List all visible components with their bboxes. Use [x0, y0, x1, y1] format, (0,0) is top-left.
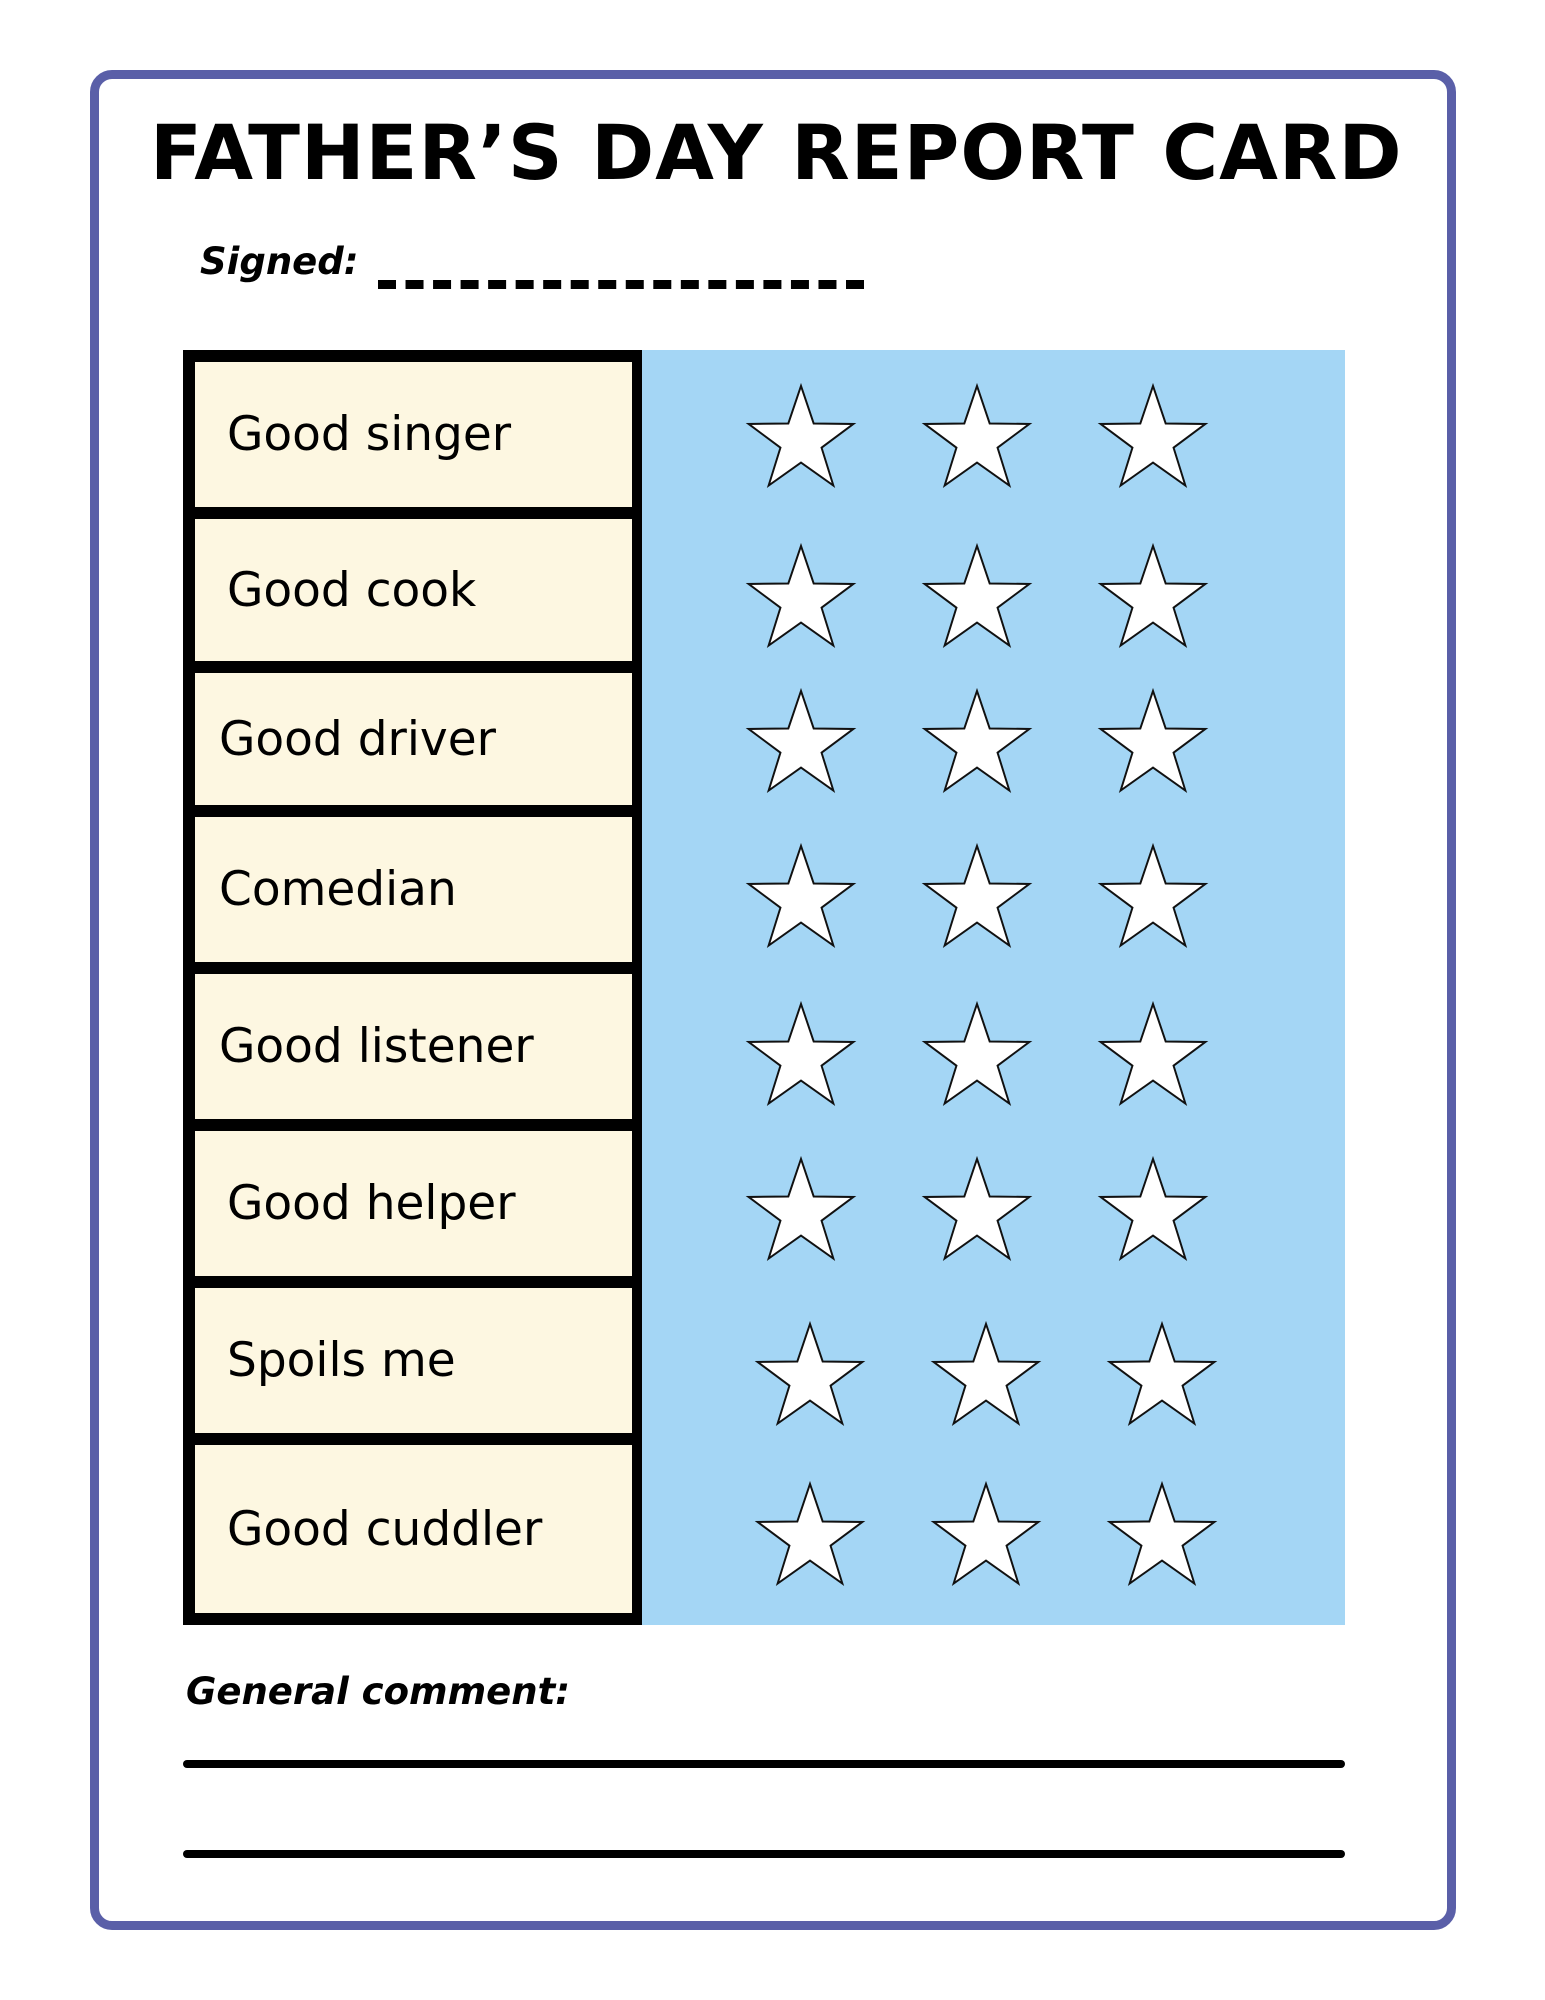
- star-icon[interactable]: [1094, 840, 1212, 958]
- star-row: [642, 1478, 1345, 1618]
- star-icon[interactable]: [742, 540, 860, 658]
- category-label: Good cuddler: [227, 1501, 543, 1557]
- star-icon[interactable]: [918, 540, 1036, 658]
- star-row: [642, 540, 1345, 680]
- star-icon[interactable]: [742, 998, 860, 1116]
- category-column: [183, 350, 642, 1625]
- star-icon[interactable]: [742, 380, 860, 498]
- star-icon[interactable]: [1094, 1153, 1212, 1271]
- star-icon[interactable]: [918, 1153, 1036, 1271]
- rating-panel: [642, 350, 1345, 1625]
- general-comment-label: General comment:: [186, 1670, 571, 1713]
- category-cell: [195, 1131, 632, 1276]
- category-label: Good listener: [219, 1019, 534, 1074]
- star-icon[interactable]: [742, 1153, 860, 1271]
- page-title: FATHER’S DAY REPORT CARD: [150, 108, 1403, 197]
- category-label: Spoils me: [227, 1333, 456, 1388]
- star-icon[interactable]: [1094, 998, 1212, 1116]
- star-icon[interactable]: [1094, 685, 1212, 803]
- signature-line[interactable]: [378, 280, 864, 289]
- category-cell: [195, 362, 632, 507]
- star-row: [642, 998, 1345, 1138]
- category-label: Good singer: [227, 407, 512, 462]
- category-label: Good cook: [227, 562, 477, 618]
- star-row: [642, 1318, 1345, 1458]
- category-cell: [195, 673, 632, 805]
- category-label: Comedian: [219, 862, 457, 917]
- category-cell: [195, 519, 632, 661]
- star-icon[interactable]: [918, 685, 1036, 803]
- star-icon[interactable]: [1103, 1318, 1221, 1436]
- star-icon[interactable]: [918, 840, 1036, 958]
- star-row: [642, 840, 1345, 980]
- comment-line[interactable]: [183, 1850, 1345, 1858]
- category-cell: [195, 1288, 632, 1433]
- category-cell: [195, 1445, 632, 1613]
- category-cell: [195, 974, 632, 1119]
- star-icon[interactable]: [742, 840, 860, 958]
- star-icon[interactable]: [918, 998, 1036, 1116]
- star-icon[interactable]: [1094, 380, 1212, 498]
- star-icon[interactable]: [742, 685, 860, 803]
- category-label: Good helper: [227, 1176, 516, 1231]
- star-icon[interactable]: [751, 1318, 869, 1436]
- star-icon[interactable]: [751, 1478, 869, 1596]
- category-label: Good driver: [219, 711, 496, 767]
- star-icon[interactable]: [918, 380, 1036, 498]
- category-cell: [195, 817, 632, 962]
- star-row: [642, 685, 1345, 825]
- star-icon[interactable]: [927, 1478, 1045, 1596]
- signed-label: Signed:: [200, 240, 359, 283]
- star-icon[interactable]: [927, 1318, 1045, 1436]
- star-row: [642, 1153, 1345, 1293]
- comment-line[interactable]: [183, 1760, 1345, 1768]
- star-row: [642, 380, 1345, 520]
- star-icon[interactable]: [1094, 540, 1212, 658]
- star-icon[interactable]: [1103, 1478, 1221, 1596]
